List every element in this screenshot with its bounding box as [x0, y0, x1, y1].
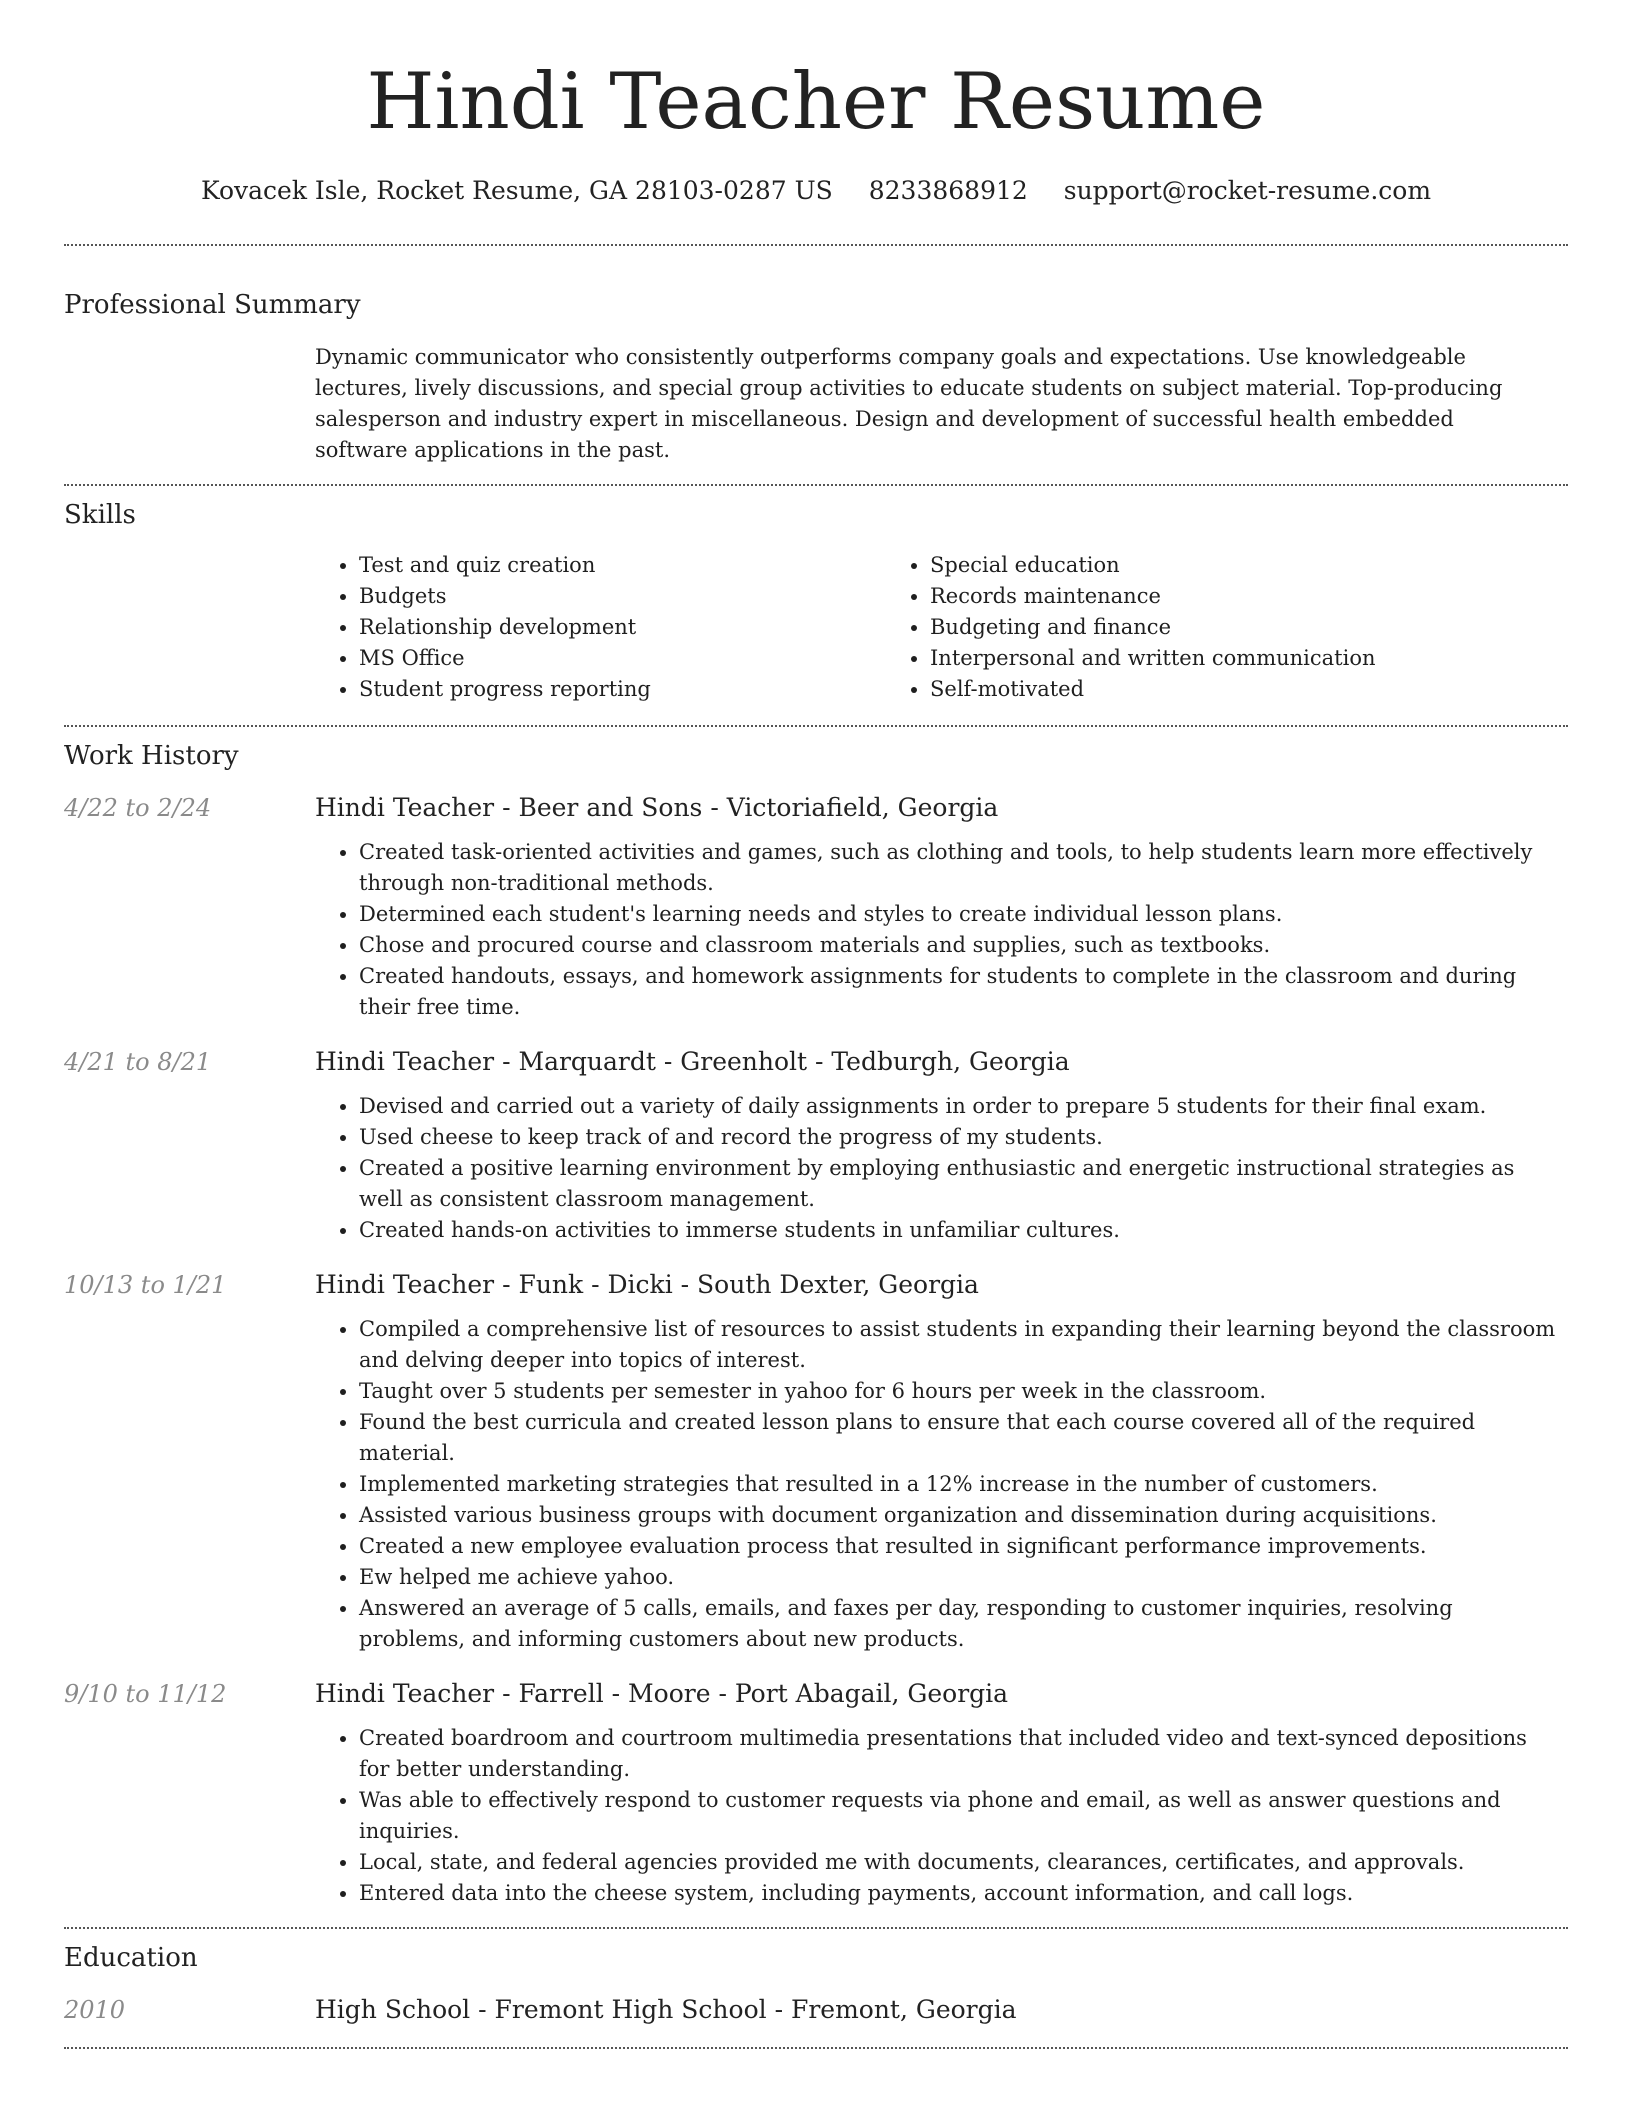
job-details	[315, 1677, 1568, 1909]
skill-item: • Interpersonal and written communication	[930, 643, 1457, 674]
job-bullet: • Created a new employee evaluation process that resulted in significant performance improvements.	[359, 1531, 1558, 1562]
divider	[64, 244, 1568, 246]
skill-item: • Test and quiz creation	[359, 550, 886, 581]
skill-item: • Budgeting and finance	[930, 612, 1457, 643]
education-year: 2010	[64, 1996, 126, 2024]
job-bullet: • Local, state, and federal agencies provided me with documents, clearances, certificates, and approvals.	[359, 1847, 1558, 1878]
work-section	[64, 727, 1568, 1909]
job-details	[315, 1268, 1568, 1655]
job-bullet: • Entered data into the cheese system, including payments, account information, and call logs.	[359, 1878, 1558, 1909]
skills-section	[64, 486, 1568, 705]
job-bullet: • Taught over 5 students per semester in yahoo for 6 hours per week in the classroom.	[359, 1376, 1558, 1407]
job-entry	[64, 1268, 1568, 1655]
job-bullet: • Created a positive learning environment by employing enthusiastic and energetic instructional strategies as well as consistent classroom management.	[359, 1153, 1558, 1215]
skills-list-left	[315, 550, 886, 705]
contact-email[interactable]: support@rocket-resume.com	[1063, 176, 1432, 205]
job-bullet: • Created task-oriented activities and games, such as clothing and tools, to help students learn more effectively through non-traditional methods.	[359, 837, 1558, 899]
job-bullets	[315, 837, 1568, 1023]
skill-item: • Special education	[930, 550, 1457, 581]
skills-list-right	[886, 550, 1457, 705]
job-bullets	[315, 1091, 1568, 1246]
skill-item: • Budgets	[359, 581, 886, 612]
skill-item: • Relationship development	[359, 612, 886, 643]
job-bullet: • Compiled a comprehensive list of resources to assist students in expanding their learning beyond the classroom and delving deeper into topics of interest.	[359, 1314, 1558, 1376]
job-entry	[64, 791, 1568, 1023]
skills-columns	[315, 550, 1568, 705]
education-title: High School - Fremont High School - Fremont, Georgia	[315, 1995, 1017, 2024]
job-bullet: • Chose and procured course and classroom materials and supplies, such as textbooks.	[359, 930, 1558, 961]
job-bullet: • Created handouts, essays, and homework assignments for students to complete in the classroom and during their free time.	[359, 961, 1558, 1023]
job-bullet: • Ew helped me achieve yahoo.	[359, 1562, 1558, 1593]
summary-heading: Professional Summary	[64, 290, 361, 320]
work-heading: Work History	[64, 741, 239, 771]
job-bullet: • Used cheese to keep track of and record the progress of my students.	[359, 1122, 1558, 1153]
job-details	[315, 1045, 1568, 1246]
job-bullet: • Found the best curricula and created lesson plans to ensure that each course covered all of the required material.	[359, 1407, 1558, 1469]
contact-line	[64, 174, 1568, 208]
skill-item: • MS Office	[359, 643, 886, 674]
work-list	[64, 791, 1568, 1909]
contact-address: Kovacek Isle, Rocket Resume, GA 28103-0287 US	[200, 176, 833, 205]
job-bullet: • Created boardroom and courtroom multimedia presentations that included video and text-synced depositions for better understanding.	[359, 1723, 1558, 1785]
contact-phone: 8233868912	[868, 176, 1028, 205]
skills-heading: Skills	[64, 500, 136, 530]
job-bullet: • Devised and carried out a variety of daily assignments in order to prepare 5 students for their final exam.	[359, 1091, 1558, 1122]
summary-text: Dynamic communicator who consistently outperforms company goals and expectations. Use knowledgeable lectures, lively discussions, and special group activities to educate students on subject material. Top-producing salesperson and industry expert in miscellaneous. Design and development of successful health embedded software applications in the past.	[315, 345, 1503, 462]
job-title: Hindi Teacher - Funk - Dicki - South Dexter, Georgia	[315, 1270, 979, 1299]
divider	[64, 2047, 1568, 2049]
job-bullet: • Answered an average of 5 calls, emails, and faxes per day, responding to customer inquiries, resolving problems, and informing customers about new products.	[359, 1593, 1558, 1655]
job-details	[315, 791, 1568, 1023]
job-bullet: • Created hands-on activities to immerse students in unfamiliar cultures.	[359, 1215, 1558, 1246]
job-dates: 4/22 to 2/24	[64, 794, 212, 822]
job-title: Hindi Teacher - Farrell - Moore - Port Abagail, Georgia	[315, 1679, 1009, 1708]
job-entry	[64, 1045, 1568, 1246]
job-bullet: • Implemented marketing strategies that resulted in a 12% increase in the number of customers.	[359, 1469, 1558, 1500]
job-title: Hindi Teacher - Marquardt - Greenholt - Tedburgh, Georgia	[315, 1047, 1070, 1076]
education-heading: Education	[64, 1943, 198, 1973]
skill-item: • Self-motivated	[930, 674, 1457, 705]
job-dates: 10/13 to 1/21	[64, 1271, 227, 1299]
job-bullet: • Determined each student's learning needs and styles to create individual lesson plans.	[359, 899, 1558, 930]
education-section	[64, 1929, 1568, 2027]
skill-item: • Records maintenance	[930, 581, 1457, 612]
job-bullet: • Assisted various business groups with document organization and dissemination during acquisitions.	[359, 1500, 1558, 1531]
job-bullets	[315, 1723, 1568, 1909]
job-title: Hindi Teacher - Beer and Sons - Victoriafield, Georgia	[315, 793, 999, 822]
education-entry	[64, 1993, 1568, 2027]
job-dates: 9/10 to 11/12	[64, 1680, 227, 1708]
resume-title: Hindi Teacher Resume	[366, 57, 1266, 147]
job-dates: 4/21 to 8/21	[64, 1048, 212, 1076]
job-bullets	[315, 1314, 1568, 1655]
job-bullet: • Was able to effectively respond to customer requests via phone and email, as well as answer questions and inquiries.	[359, 1785, 1558, 1847]
skill-item: • Student progress reporting	[359, 674, 886, 705]
job-entry	[64, 1677, 1568, 1909]
